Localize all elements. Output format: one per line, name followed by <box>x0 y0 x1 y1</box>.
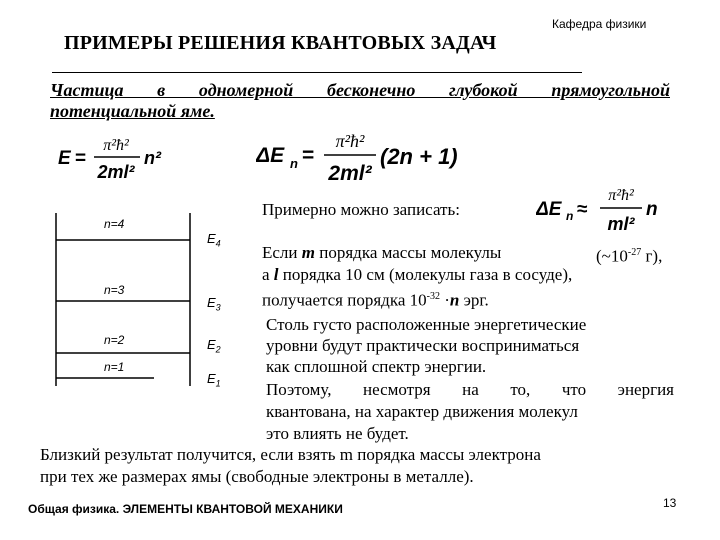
approx-intro-text: Примерно можно записать: <box>262 200 460 219</box>
energy-factor: n² <box>144 148 161 168</box>
delta-lhs: ΔE <box>256 144 285 167</box>
page-title: ПРИМЕРЫ РЕШЕНИЯ КВАНТОВЫХ ЗАДАЧ <box>64 32 497 54</box>
dense-levels-line-3: как сплошной спектр энергии. <box>266 357 487 376</box>
approx-subscript: n <box>566 209 574 223</box>
level-label-n3: n=3 <box>104 283 125 297</box>
energy-label-e3: $E_3$ <box>207 295 221 313</box>
energy-label-e2: $E_2$ <box>207 337 221 355</box>
energy-equals: = <box>75 148 87 169</box>
conclusion-line-1: Близкий результат получится, если взять m порядка массы электрона <box>40 445 541 464</box>
delta-equals: = <box>302 144 315 167</box>
mass-value: ($\sim 10^{-27}$ г), <box>596 246 663 266</box>
energy-label-e1: $E_1$ <box>207 371 221 389</box>
level-label-n2: n=2 <box>104 333 125 347</box>
delta-energy-formula <box>256 128 471 190</box>
energy-label-e4: $E_4$ <box>207 231 221 249</box>
mass-line: Если m порядка массы молекулы <box>262 243 502 262</box>
dense-levels-line-1: Столь густо расположенные энергетические <box>266 315 587 334</box>
result-line: получается порядка $10^{-32} \cdot n$ эрг. <box>262 290 489 310</box>
dense-levels-line-2: уровни будут практически восприниматься <box>266 336 580 355</box>
level-label-n1: n=1 <box>104 360 125 374</box>
course-footer: Общая физика. ЭЛЕМЕНТЫ КВАНТОВОЙ МЕХАНИКИ <box>28 502 343 516</box>
therefore-line-2: квантована, на характер движения молекул <box>266 402 578 421</box>
approx-numerator: π²ħ² <box>608 187 634 204</box>
energy-numerator: π²ħ² <box>103 137 129 154</box>
therefore-line-3: это влиять не будет. <box>266 424 409 443</box>
subtitle-line-1: Частица в одномерной бесконечно глубокой прямоугольной <box>50 80 670 100</box>
approx-lhs: ΔE <box>536 199 562 220</box>
energy-denominator: 2ml² <box>97 162 135 182</box>
page-number: 13 <box>663 496 677 510</box>
department-label: Кафедра физики <box>552 17 647 31</box>
approx-denominator: ml² <box>607 214 635 234</box>
delta-numerator: π²ħ² <box>335 131 365 151</box>
therefore-line-1: Поэтому, несмотря на то, что энергия <box>266 380 674 399</box>
level-label-n4: n=4 <box>104 217 125 231</box>
approx-formula <box>536 182 666 238</box>
delta-denominator: 2ml² <box>328 162 372 185</box>
delta-subscript: n <box>290 156 298 171</box>
approx-sign: ≈ <box>577 199 588 220</box>
delta-factor: (2n + 1) <box>380 144 458 169</box>
conclusion-line-2: при тех же размерах ямы (свободные электроны в металле). <box>40 467 474 486</box>
energy-lhs: E <box>58 148 71 169</box>
length-line: а l порядка 10 см (молекулы газа в сосуде), <box>262 265 573 284</box>
subtitle-line-2: потенциальной яме. <box>50 101 215 121</box>
approx-factor: n <box>646 199 658 220</box>
